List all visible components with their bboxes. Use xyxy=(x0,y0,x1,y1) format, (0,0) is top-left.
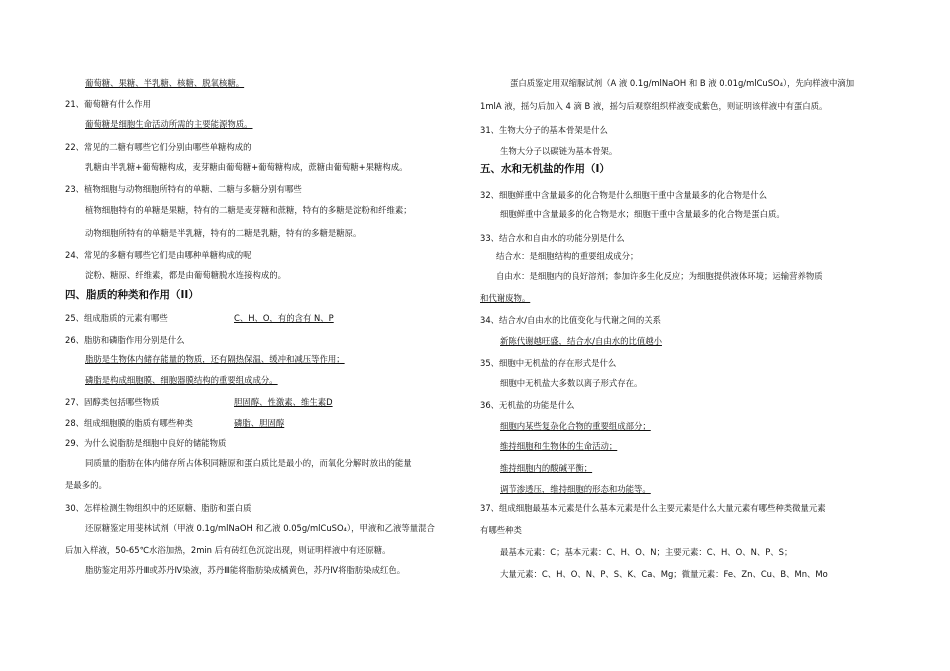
text-line: 生物大分子以碳链为基本骨架。 xyxy=(500,146,618,156)
text-line: 胆固醇、性激素、维生素D xyxy=(234,397,333,407)
text-line: 淀粉、糖原、纤维素，都是由葡萄糖脱水连接构成的。 xyxy=(85,270,286,280)
text-line: 28、组成细胞膜的脂质有哪些种类 xyxy=(65,418,193,428)
text-line: 35、细胞中无机盐的存在形式是什么 xyxy=(480,358,617,368)
text-line: 22、常见的二糖有哪些它们分别由哪些单糖构成的 xyxy=(65,142,252,152)
text-line: 31、生物大分子的基本骨架是什么 xyxy=(480,125,608,135)
text-line: 30、怎样检测生物组织中的还原糖、脂肪和蛋白质 xyxy=(65,503,252,513)
text-line: 26、脂肪和磷脂作用分别是什么 xyxy=(65,335,185,345)
text-line: 23、植物细胞与动物细胞所特有的单糖、二糖与多糖分别有哪些 xyxy=(65,184,302,194)
text-line: 是最多的。 xyxy=(65,480,107,490)
text-line: 1mlA 液，摇匀后加入 4 滴 B 液，摇匀后观察组织样液变成紫色，则证明该样液中有蛋白质。 xyxy=(480,101,828,111)
text-line: 细胞中无机盐大多数以离子形式存在。 xyxy=(500,378,643,388)
text-line: 有哪些种类 xyxy=(480,525,522,535)
text-line: 细胞鲜重中含量最多的化合物是水；细胞干重中含量最多的化合物是蛋白质。 xyxy=(500,209,785,219)
text-line: 结合水：是细胞结构的重要组成成分； xyxy=(496,251,639,261)
text-line: 葡萄糖、果糖、半乳糖、核糖、脱氧核糖。 xyxy=(85,78,245,88)
text-line: 大量元素：C、H、O、N、P、S、K、Ca、Mg；微量元素：Fe、Zn、Cu、B、Mn、Mo xyxy=(500,569,828,579)
text-line: 33、结合水和自由水的功能分别是什么 xyxy=(480,233,625,243)
text-line: 磷脂是构成细胞膜、细胞器膜结构的重要组成成分。 xyxy=(85,375,278,385)
text-line: C、H、O，有的含有 N、P xyxy=(234,313,334,323)
text-line: 29、为什么说脂肪是细胞中良好的储能物质 xyxy=(65,438,227,448)
section-heading: 五、水和无机盐的作用（I） xyxy=(480,163,610,175)
text-line: 32、细胞鲜重中含量最多的化合物是什么细胞干重中含量最多的化合物是什么 xyxy=(480,190,768,200)
section-heading: 四、脂质的种类和作用（II） xyxy=(65,289,199,301)
text-line: 细胞内某些复杂化合物的重要组成部分； xyxy=(500,421,651,431)
text-line: 24、常见的多糖有哪些它们是由哪种单糖构成的呢 xyxy=(65,250,252,260)
text-line: 葡萄糖是细胞生命活动所需的主要能源物质。 xyxy=(85,119,253,129)
text-line: 调节渗透压，维持细胞的形态和功能等。 xyxy=(500,484,651,494)
text-line: 27、固醇类包括哪些物质 xyxy=(65,397,160,407)
text-line: 36、无机盐的功能是什么 xyxy=(480,400,575,410)
text-line: 后加入样液，50-65℃水浴加热，2min 后有砖红色沉淀出现，则证明样液中有还原糖。 xyxy=(65,545,391,555)
text-line: 动物细胞所特有的单糖是半乳糖，特有的二糖是乳糖，特有的多糖是糖原。 xyxy=(85,228,362,238)
text-line: 脂肪是生物体内储存能量的物质，还有隔热保温、缓冲和减压等作用； xyxy=(85,354,345,364)
text-line: 自由水：是细胞内的良好溶剂；参加许多生化反应；为细胞提供液体环境；运输营养物质 xyxy=(496,271,823,281)
text-line: 最基本元素：C；基本元素：C、H、O、N；主要元素：C、H、O、N、P、S； xyxy=(500,547,793,557)
text-line: 植物细胞特有的单糖是果糖，特有的二糖是麦芽糖和蔗糖，特有的多糖是淀粉和纤维素； xyxy=(85,205,412,215)
text-line: 脂肪鉴定用苏丹Ⅲ或苏丹Ⅳ染液，苏丹Ⅲ能将脂肪染成橘黄色，苏丹Ⅳ将脂肪染成红色。 xyxy=(85,565,406,575)
text-line: 维持细胞和生物体的生命活动； xyxy=(500,441,618,451)
text-line: 乳糖由半乳糖+葡萄糖构成，麦芽糖由葡萄糖+葡萄糖构成，蔗糖由葡萄糖+果糖构成。 xyxy=(85,162,408,172)
text-line: 25、组成脂质的元素有哪些 xyxy=(65,313,168,323)
text-line: 维持细胞内的酸碱平衡； xyxy=(500,463,593,473)
text-line: 21、葡萄糖有什么作用 xyxy=(65,99,152,109)
text-line: 还原糖鉴定用斐林试剂（甲液 0.1g/mlNaOH 和乙液 0.05g/mlCuSO₄），甲液和乙液等量混合 xyxy=(85,523,435,533)
text-line: 磷脂、胆固醇 xyxy=(234,418,285,428)
text-line: 37、组成细胞最基本元素是什么基本元素是什么主要元素是什么大量元素有哪些种类微量元素 xyxy=(480,503,826,513)
text-line: 新陈代谢越旺盛，结合水/自由水的比值越小 xyxy=(500,336,662,346)
text-line: 蛋白质鉴定用双缩脲试剂（A 液 0.1g/mlNaOH 和 B 液 0.01g/mlCuSO₄），先向样液中滴加 xyxy=(510,78,855,88)
text-line: 34、结合水/自由水的比值变化与代谢之间的关系 xyxy=(480,315,661,325)
text-line: 和代谢废物。 xyxy=(480,293,531,303)
text-line: 同质量的脂肪在体内储存所占体积同糖原和蛋白质比是最小的，而氧化分解时放出的能量 xyxy=(85,458,412,468)
